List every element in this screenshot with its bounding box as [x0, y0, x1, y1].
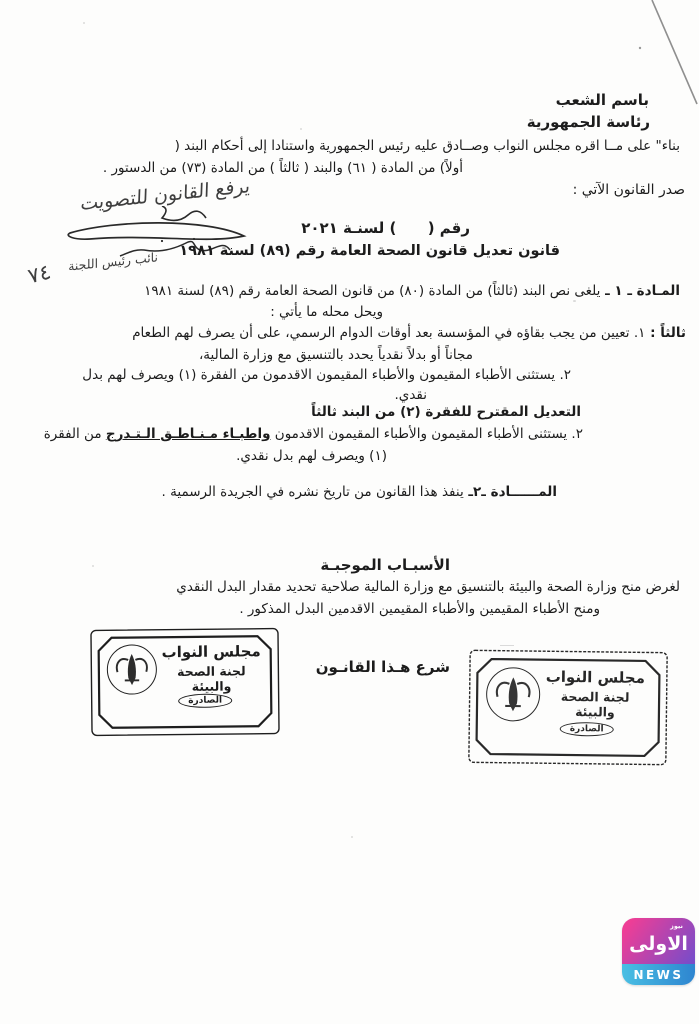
reasons-line-2: ومنح الأطباء المقيمين والأطباء المقيمين الاقدمين البدل المذكور . — [239, 601, 600, 617]
committee-stamp-left — [89, 627, 280, 737]
signature-title: نائب رئيس اللجنة — [68, 249, 158, 274]
handwritten-note: يرفع القانون للتصويت — [80, 174, 251, 216]
promulgation-line: صدر القانون الآتي : — [572, 182, 685, 198]
third-item-1: ١. تعيين من يجب بقاؤه في المؤسسة بعد أوقات الدوام الرسمي، على أن يصرف لهم الطعام — [132, 325, 646, 341]
article-2-text: ينفذ هذا القانون من تاريخ نشره في الجريدة الرسمية . — [161, 484, 464, 500]
article-1-continuation: ويحل محله ما يأتي : — [270, 304, 383, 320]
reasons-heading: الأسبـاب الموجبـة — [320, 556, 450, 574]
reasons-line-1: لغرض منح وزارة الصحة والبيئة بالتنسيق مع وزارة المالية صلاحية تحديد مقدار البدل النقدي — [176, 579, 680, 595]
logo-arabic-wordmark — [622, 918, 695, 964]
proposed-amendment-item — [44, 426, 583, 443]
iraq-eagle-emblem-icon — [486, 667, 541, 722]
margin-mark: ٧٤ — [25, 259, 54, 289]
stamp-committee-name: لجنة الصحة والبيئة — [176, 663, 246, 694]
third-item-label: ثالثاً : — [645, 325, 686, 341]
news-channel-logo — [622, 918, 695, 985]
proposed-amendment-heading: التعديل المقترح للفقرة (٢) من البند ثالثاً — [311, 404, 581, 420]
law-name-line: قانون تعديل قانون الصحة العامة رقم (٨٩) لسنة ١٩٨١ — [179, 243, 560, 259]
third-item-1b: مجاناً أو بدلاً نقدياً يحدد بالتنسيق مع وزارة المالية، — [198, 347, 473, 363]
header-presidency: رئاسة الجمهورية — [526, 113, 650, 131]
stamp-outgoing-badge: الصادرة — [178, 694, 232, 709]
article-2-label: المــــــادة ـ٢ـ — [463, 484, 557, 500]
law-number-line: رقم ( ) لسنـة ٢٠٢١ — [301, 219, 470, 237]
proposed-item-underlined: واطبـاء مـنـاطـق الـتـدرج — [105, 426, 271, 442]
header-in-the-name: باسم الشعب — [555, 91, 649, 109]
article-2-line — [162, 484, 557, 501]
logo-news-band: NEWS — [622, 964, 695, 985]
scan-speck — [83, 22, 85, 24]
third-item-line — [132, 325, 686, 342]
stamp-council-name: مجلس النواب — [161, 642, 261, 662]
stamp-committee-name: لجنة الصحة والبيئة — [560, 688, 630, 720]
scan-speck — [300, 128, 302, 130]
iraq-eagle-emblem-icon — [107, 644, 158, 695]
logo-arabic-text: الاولى — [629, 932, 688, 955]
stamp-outgoing-badge: الصادرة — [560, 722, 614, 737]
scan-speck — [573, 300, 576, 302]
proposed-item-continuation: (١) ويصرف لهم بدل نقدي. — [236, 448, 387, 464]
logo-arabic-small-text: نيوز — [670, 922, 683, 930]
committee-stamp-right — [467, 649, 668, 766]
article-1-text: يلغى نص البند (ثالثاً) من المادة (٨٠) من قانون الصحة العامة رقم (٨٩) لسنة ١٩٨١ — [144, 283, 601, 299]
article-1-line — [144, 283, 680, 300]
preamble-line-2: أولاً) من المادة ( ٦١) والبند ( ثالثاً ) من المادة (٧٣) من الدستور . — [102, 160, 463, 176]
proposed-item-pre: ٢. يستثنى الأطباء المقيمون والأطباء المقيمون الاقدمون — [270, 426, 583, 442]
stamp-council-name: مجلس النواب — [545, 667, 646, 687]
enactment-note: شرع هـذا القانـون — [315, 658, 450, 676]
article-1-label: المـادة ـ ١ ـ — [600, 283, 680, 299]
scan-speck — [92, 565, 94, 567]
third-item-2: ٢. يستثنى الأطباء المقيمون والأطباء المقيمون الاقدمون من الفقرة (١) ويصرف لهم بدل — [82, 367, 571, 383]
proposed-item-post: من الفقرة — [43, 426, 106, 442]
scan-speck — [500, 645, 514, 646]
scan-speck — [351, 836, 353, 838]
third-item-2b: نقدي. — [394, 387, 427, 403]
preamble-line-1: بناء" على مــا اقره مجلس النواب وصــادق عليه رئيس الجمهورية واستنادا إلى أحكام البند ( — [174, 138, 680, 154]
